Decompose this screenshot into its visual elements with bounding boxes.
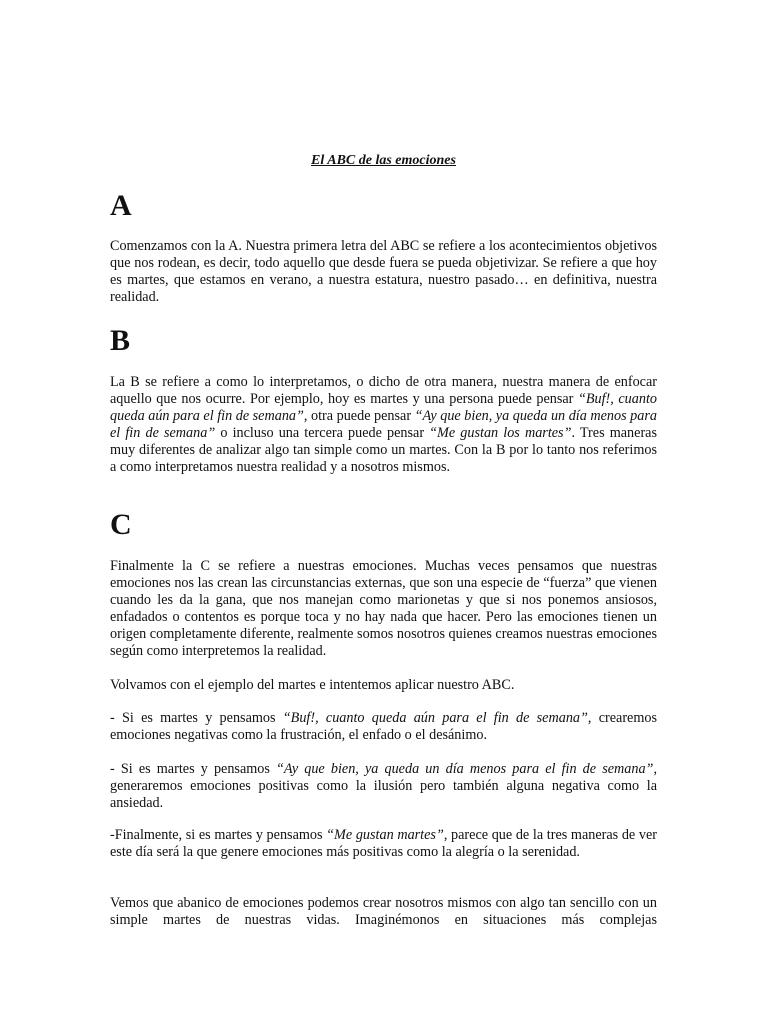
example-intro: Volvamos con el ejemplo del martes e intentemos aplicar nuestro ABC. — [110, 677, 515, 693]
section-b-paragraph — [110, 374, 657, 476]
section-b-text-3: o incluso una tercera puede pensar — [215, 425, 430, 441]
section-heading-c: C — [110, 508, 132, 541]
example-item: - Si es martes y pensamos “Buf!, cuanto queda aún para el fin de semana”, crearemos emociones negativas como la frustración, el enfado o el desánimo. — [110, 710, 657, 743]
section-heading-a: A — [110, 189, 132, 222]
closing-paragraph: Vemos que abanico de emociones podemos crear nosotros mismos con algo tan sencillo con un simple martes de nuestras vidas. Imaginémonos en situaciones más complejas — [110, 895, 657, 928]
document-title: El ABC de las emociones — [311, 153, 456, 168]
section-b-quote-2: “Ay que bien, ya queda un día menos para el fin de semana” — [110, 408, 657, 441]
section-b-text-1: La B se refiere a como lo interpretamos, o dicho de otra manera, nuestra manera de enfocar aquello que nos ocurre. Por ejemplo, hoy es martes y una persona puede pensar — [110, 374, 657, 407]
section-c-paragraph: Finalmente la C se refiere a nuestras emociones. Muchas veces pensamos que nuestras emociones nos las crean las circunstancias externas, que son una especie de “fuerza” que vienen cuando les da la gana, que nos manejan como marionetas y que si nos ponemos ansiosos, enfadados o contentos es porque toca y no hay nada que hacer. Pero las emociones tienen un origen completamente diferente, realmente somos nosotros quienes creamos nuestras emociones según como interpretemos la realidad. — [110, 558, 657, 659]
example-item: - Si es martes y pensamos “Ay que bien, ya queda un día menos para el fin de semana”, generaremos emociones positivas como la ilusión pero también alguna negativa como la ansiedad. — [110, 761, 657, 811]
example-item: -Finalmente, si es martes y pensamos “Me gustan martes”, parece que de la tres maneras de ver este día será la que genere emociones más positivas como la alegría o la serenidad. — [110, 827, 657, 860]
section-a-paragraph: Comenzamos con la A. Nuestra primera letra del ABC se refiere a los acontecimientos objetivos que nos rodean, es decir, todo aquello que desde fuera se pueda objetivizar. Se refiere a que hoy es martes, que estamos en verano, a nuestra estatura, nuestro pasado… en definitiva, nuestra realidad. — [110, 238, 657, 305]
section-b-quote-1: “Buf!, cuanto queda aún para el fin de semana” — [110, 391, 657, 424]
section-b-text-4: . Tres maneras muy diferentes de analizar algo tan simple como un martes. Con la B por lo tanto nos referimos a como interpretamos nuestra realidad y a nosotros mismos. — [110, 425, 657, 475]
section-b-quote-3: “Me gustan los martes” — [429, 425, 572, 441]
section-heading-b: B — [110, 324, 131, 357]
section-b-text-2: , otra puede pensar — [303, 408, 415, 424]
